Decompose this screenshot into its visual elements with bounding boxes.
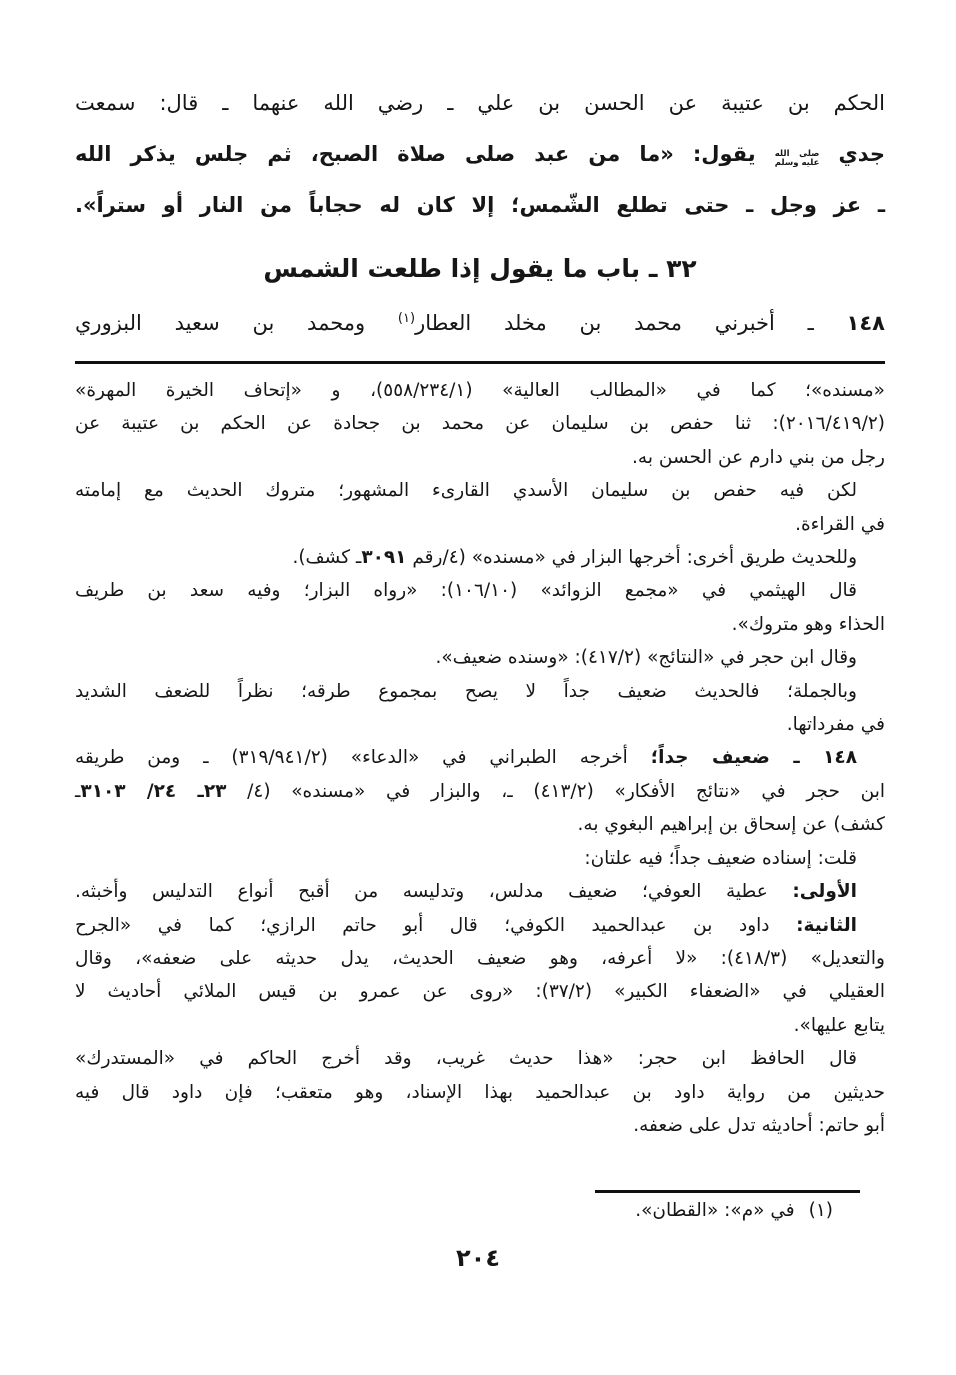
text-segment: الثانية:	[796, 914, 857, 936]
text-segment: الحذاء وهو متروك».	[731, 613, 885, 635]
text-segment: قال الحافظ ابن حجر: «هذا حديث غريب، وقد أخرج الحاكم في «المستدرك»	[75, 1048, 857, 1070]
footnote-separator	[75, 361, 885, 364]
text-segment: قال الهيثمي في «مجمع الزوائد» (١٠٦/١٠): «رواه البزار؛ وفيه سعد بن طريف	[75, 580, 857, 602]
hadith-matn-paragraph	[75, 0, 885, 231]
footnote-line	[75, 574, 885, 607]
text-segment: كشف) عن إسحاق بن إبراهيم البغوي به.	[577, 814, 885, 836]
text-segment: ـ أخبرني محمد بن مخلد العطار	[415, 311, 847, 335]
text-segment: أبو حاتم: أحاديثه تدل على ضعفه.	[633, 1114, 885, 1136]
apparatus-note-marker: (١)	[808, 1200, 833, 1221]
text-segment: العقيلي في «الضعفاء الكبير» (٣٧/٢): «روى عن عمرو بن قيس الملائي أحاديث لا	[75, 981, 885, 1003]
text-segment: حديثين من رواية داود بن عبدالحميد بهذا الإسناد، وهو متعقب؛ فإن داود قال فيه	[75, 1081, 885, 1103]
footnote-line	[75, 474, 885, 507]
apparatus-note-text: في «م»: «القطان».	[635, 1200, 795, 1221]
page-number: ٢٠٤	[456, 1244, 500, 1272]
footnote-line	[75, 909, 885, 942]
footnote-line	[75, 875, 885, 908]
footnote-line	[75, 842, 885, 875]
matn-line	[75, 78, 885, 129]
apparatus-separator	[595, 1190, 860, 1193]
text-segment: يقول: «ما من عبد صلى صلاة الصبح، ثم جلس يذكر الله	[75, 142, 775, 166]
text-segment: وللحديث طريق أخرى: أخرجها البزار في «مسنده» (٤/رقم	[406, 547, 857, 569]
text-segment: «مسنده»؛ كما في «المطالب العالية» (٥٥٨/٢٣٤/١)، و «إتحاف الخيرة المهرة»	[75, 380, 886, 401]
footnotes-block	[75, 374, 885, 1142]
footnote-line	[75, 1076, 885, 1109]
text-segment: أخرجه الطبراني في «الدعاء» (٣١٩/٩٤١/٢) ـ ومن طريقه	[75, 747, 651, 769]
matn-line	[75, 180, 885, 231]
text-segment: (٢٠١٦/٤١٩/٢): ثنا حفص بن سليمان عن محمد بن جحادة عن الحكم بن عتيبة عن	[75, 413, 885, 435]
footnote-line	[75, 1042, 885, 1075]
footnote-line	[75, 608, 885, 641]
text-segment: ١٤٨ ـ ضعيف جداً؛	[650, 747, 857, 769]
text-segment: الأولى:	[792, 881, 857, 903]
apparatus-note	[635, 1196, 833, 1226]
text-segment: جدي	[819, 142, 885, 166]
text-column	[75, 0, 885, 1142]
footnote-line	[75, 675, 885, 708]
text-segment: والتعديل» (٤١٨/٣): «لا أعرفه، وهو ضعيف الحديث، يدل حديثه على ضعفه»، وقال	[75, 947, 885, 969]
text-segment: عطية العوفي؛ ضعيف مدلس، وتدليسه من أقبح أنواع التدليس وأخبثه.	[75, 881, 793, 903]
text-segment: وقال ابن حجر في «النتائج» (٤١٧/٢): «وسنده ضعيف».	[435, 647, 857, 669]
text-segment: ٢٣ـ ٢٤/ ٣١٠٣	[80, 780, 227, 802]
text-segment: وبالجملة؛ فالحديث ضعيف جداً لا يصح بمجموع طرقه؛ نظراً للضعف الشديد	[75, 680, 857, 702]
footnote-line	[75, 1009, 885, 1042]
text-segment: ـ كشف).	[292, 547, 362, 569]
text-segment: ١٤٨	[846, 311, 885, 335]
footnote-line	[75, 975, 885, 1008]
hadith-number-line	[75, 301, 885, 345]
text-segment: ومحمد بن سعيد البزوري	[75, 311, 398, 335]
text-segment: يتابع عليها».	[793, 1014, 885, 1036]
text-segment: ـ	[75, 780, 81, 802]
footnote-line	[75, 508, 885, 541]
text-segment: رجل من بني دارم عن الحسن به.	[632, 446, 885, 468]
footnote-line	[75, 708, 885, 741]
salla-allahu-alayhi-wasallam-mark: صلى الله عليه وسلم	[774, 148, 820, 168]
footnote-line	[75, 374, 885, 407]
text-segment: في القراءة.	[795, 513, 885, 535]
footnote-line	[75, 808, 885, 841]
text-segment: في مفرداتها.	[786, 714, 885, 736]
footnote-line	[75, 407, 885, 440]
footnote-line	[75, 641, 885, 674]
chapter-heading: ٣٢ ـ باب ما يقول إذا طلعت الشمس	[263, 254, 697, 283]
footnote-line	[75, 541, 885, 574]
matn-line	[75, 129, 885, 180]
footnote-line	[75, 441, 885, 474]
footnote-line	[75, 1109, 885, 1142]
footnote-line	[75, 741, 885, 774]
text-segment: الحكم بن عتيبة عن الحسن بن علي ـ رضي الله عنهما ـ قال: سمعت	[75, 91, 885, 115]
text-segment: ابن حجر في «نتائج الأفكار» (٤١٣/٢) ـ، والبزار في «مسنده» (٤/	[226, 780, 886, 802]
footnote-reference-mark: (١)	[397, 311, 416, 326]
text-segment: قلت: إسناده ضعيف جداً؛ فيه علتان:	[584, 847, 857, 869]
footnote-line	[75, 942, 885, 975]
text-segment: داود بن عبدالحميد الكوفي؛ قال أبو حاتم الرازي؛ كما في «الجرح	[75, 914, 797, 936]
footnote-line	[75, 775, 885, 808]
text-segment: ـ عز وجل ـ حتى تطلع الشّمس؛ إلا كان له حجاباً من النار أو ستراً».	[75, 193, 885, 217]
text-segment: لكن فيه حفص بن سليمان الأسدي القارىء المشهور؛ متروك الحديث مع إمامته	[75, 480, 857, 502]
text-segment: ٣٠٩١	[361, 547, 407, 569]
